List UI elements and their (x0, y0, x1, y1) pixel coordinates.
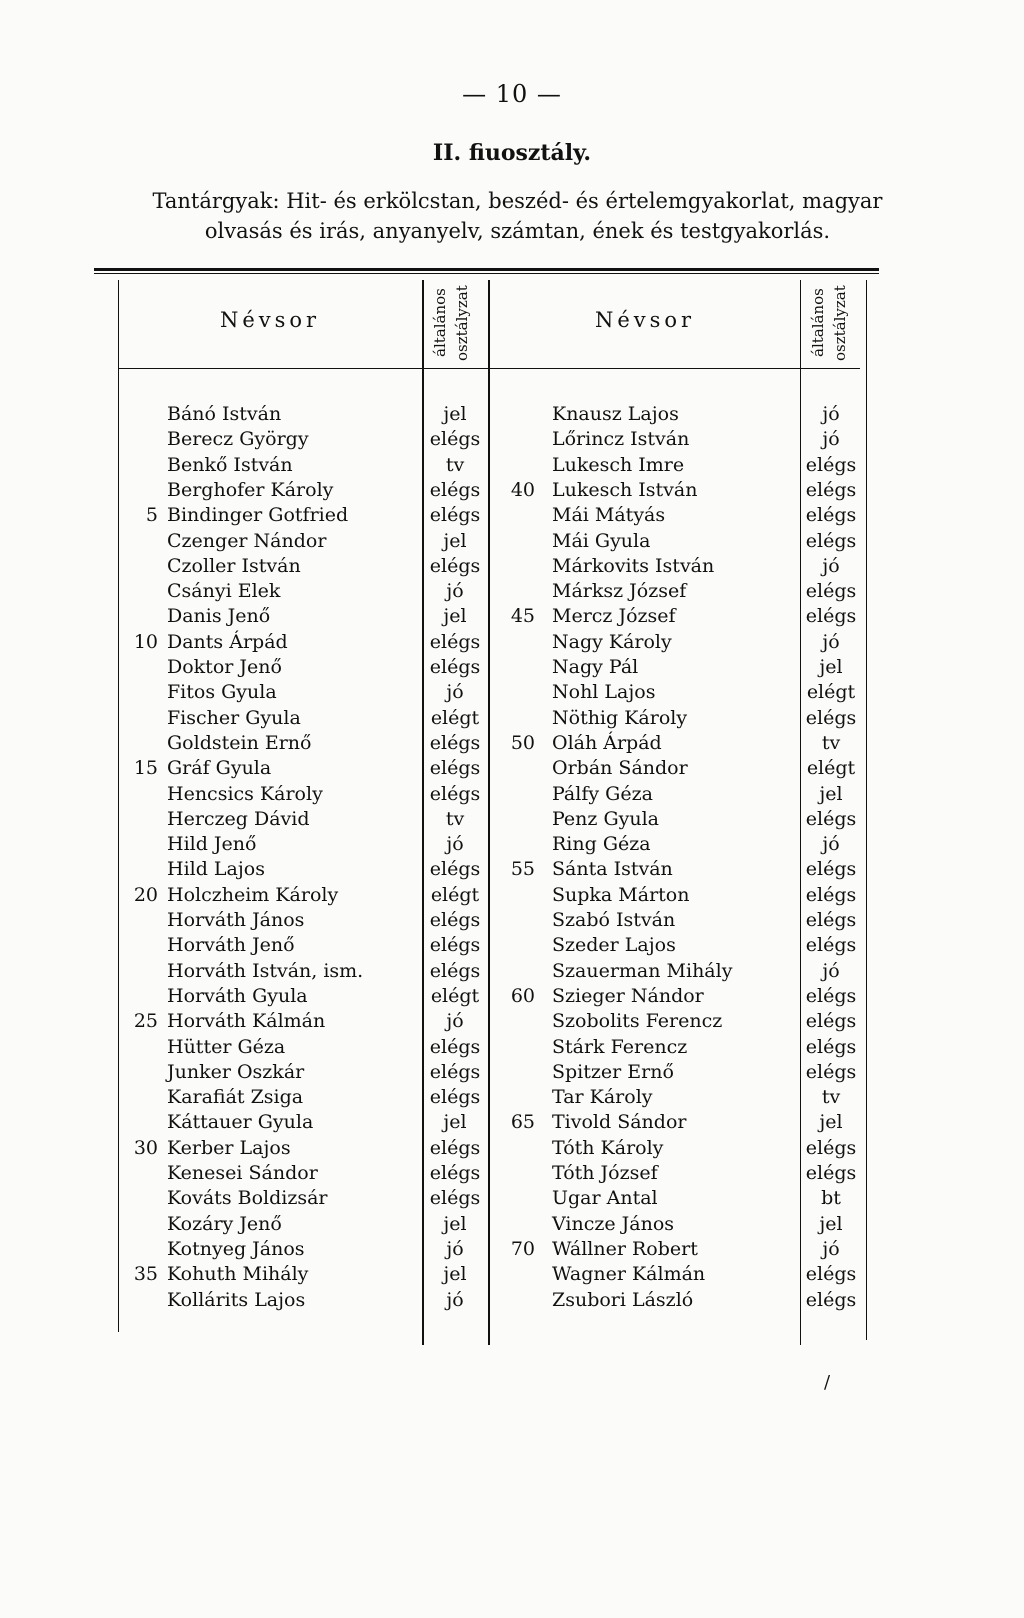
grade-right: jó (822, 1238, 840, 1260)
table-row (0, 1136, 1024, 1161)
student-name-right: Stárk Ferencz (552, 1036, 688, 1058)
table-row (0, 478, 1024, 503)
table-row (0, 706, 1024, 731)
student-name-right: Vincze János (552, 1213, 675, 1235)
grade-right: elégs (805, 1137, 857, 1159)
table-row (0, 857, 1024, 882)
table-row (0, 604, 1024, 629)
header-names-left: Névsor (219, 308, 321, 332)
student-name-right: Szeder Lajos (552, 934, 676, 956)
table-row (0, 883, 1024, 908)
header-bottom-rule-left (118, 368, 490, 369)
table-row (0, 933, 1024, 958)
row-number-right: 45 (510, 605, 535, 627)
student-name-right: Zsubori László (552, 1289, 694, 1311)
header-names-right: Névsor (594, 308, 696, 332)
row-number-right: 70 (510, 1238, 535, 1260)
student-name-left: Hild Lajos (167, 858, 265, 880)
student-name-right: Tóth Károly (552, 1137, 664, 1159)
student-name-right: Tóth József (552, 1162, 658, 1184)
table-row (0, 427, 1024, 452)
student-name-right: Oláh Árpád (552, 732, 662, 754)
student-name-left: Hütter Géza (167, 1036, 286, 1058)
grade-right: jel (819, 1213, 843, 1235)
student-name-right: Spitzer Ernő (552, 1061, 674, 1083)
student-name-right: Mái Mátyás (552, 504, 666, 526)
grade-right: elégs (805, 808, 857, 830)
student-name-right: Nöthig Károly (552, 707, 688, 729)
student-name-left: Fitos Gyula (167, 681, 277, 703)
grade-left: elégs (429, 479, 481, 501)
row-number-left: 35 (133, 1263, 158, 1285)
student-name-left: Benkő István (167, 454, 293, 476)
header-grade-right-2: osztályzat (831, 285, 849, 361)
grade-left: elégs (429, 934, 481, 956)
grade-right: elégs (805, 479, 857, 501)
student-name-left: Holczheim Károly (167, 884, 339, 906)
student-name-left: Kerber Lajos (167, 1137, 291, 1159)
grade-right: elégt (806, 681, 856, 703)
header-grade-left-1: általános (431, 288, 449, 358)
row-number-left: 25 (133, 1010, 158, 1032)
student-name-right: Nagy Károly (552, 631, 672, 653)
student-name-right: Sánta István (552, 858, 673, 880)
table-row (0, 1262, 1024, 1287)
row-number-left: 30 (133, 1137, 158, 1159)
grade-left: elégs (429, 504, 481, 526)
student-name-right: Wagner Kálmán (552, 1263, 706, 1285)
row-number-right: 60 (510, 985, 535, 1007)
grade-right: elégs (805, 1061, 857, 1083)
table-row (0, 529, 1024, 554)
student-name-left: Berghofer Károly (167, 479, 334, 501)
row-number-right: 55 (510, 858, 535, 880)
row-number-right: 65 (510, 1111, 535, 1133)
grade-left: jó (446, 1238, 464, 1260)
grade-left: elégs (429, 555, 481, 577)
grade-left: elégs (429, 428, 481, 450)
student-name-right: Szobolits Ferencz (552, 1010, 723, 1032)
student-name-right: Márksz József (552, 580, 687, 602)
table-row (0, 680, 1024, 705)
grade-left: elégs (429, 960, 481, 982)
grade-left: elégs (429, 1187, 481, 1209)
student-name-left: Hild Jenő (167, 833, 257, 855)
grade-left: tv (445, 454, 465, 476)
grade-right: jó (822, 403, 840, 425)
student-name-left: Berecz György (167, 428, 309, 450)
student-name-right: Ugar Antal (552, 1187, 658, 1209)
grade-left: jó (446, 681, 464, 703)
student-name-left: Karafiát Zsiga (167, 1086, 304, 1108)
table-row (0, 908, 1024, 933)
student-name-right: Ring Géza (552, 833, 651, 855)
grade-right: elégt (806, 757, 856, 779)
grade-left: jel (443, 605, 467, 627)
grade-left: elégs (429, 858, 481, 880)
student-name-left: Czenger Nándor (167, 530, 327, 552)
grade-left: elégs (429, 1086, 481, 1108)
table-row (0, 1009, 1024, 1034)
grade-right: elégs (805, 884, 857, 906)
student-name-right: Knausz Lajos (552, 403, 679, 425)
table-row (0, 959, 1024, 984)
student-name-left: Goldstein Ernő (167, 732, 312, 754)
student-name-left: Doktor Jenő (167, 656, 282, 678)
table-row (0, 1085, 1024, 1110)
grade-right: elégs (805, 530, 857, 552)
table-row (0, 630, 1024, 655)
grade-left: jó (446, 580, 464, 602)
grade-right: elégs (805, 858, 857, 880)
grade-left: jel (443, 1263, 467, 1285)
grade-left: jel (443, 1111, 467, 1133)
grade-left: elégt (430, 884, 480, 906)
student-name-right: Lukesch István (552, 479, 698, 501)
subjects-line-1: Tantárgyak: Hit- és erkölcstan, beszéd- és értelemgyakorlat, magyar (152, 189, 883, 213)
student-name-right: Szauerman Mihály (552, 960, 733, 982)
header-grade-left-2: osztályzat (453, 285, 471, 361)
grade-right: jó (822, 631, 840, 653)
grade-right: elégs (805, 985, 857, 1007)
student-name-left: Gráf Gyula (167, 757, 272, 779)
table-row (0, 1161, 1024, 1186)
grade-left: jó (446, 1289, 464, 1311)
student-name-right: Mái Gyula (552, 530, 651, 552)
student-name-left: Dants Árpád (167, 631, 288, 653)
table-top-rule-thin (94, 273, 879, 274)
grade-left: elégt (430, 707, 480, 729)
grade-right: elégs (805, 934, 857, 956)
student-name-left: Kohuth Mihály (167, 1263, 309, 1285)
student-name-left: Czoller István (167, 555, 301, 577)
row-number-left: 10 (133, 631, 158, 653)
grade-left: jel (443, 403, 467, 425)
section-title: II. fiuosztály. (432, 140, 592, 166)
student-name-right: Szieger Nándor (552, 985, 704, 1007)
student-name-right: Penz Gyula (552, 808, 660, 830)
table-row (0, 832, 1024, 857)
grade-left: jel (443, 1213, 467, 1235)
table-row (0, 731, 1024, 756)
grade-right: tv (821, 1086, 841, 1108)
student-name-left: Horváth Gyula (167, 985, 308, 1007)
grade-right: elégs (805, 707, 857, 729)
grade-left: jó (446, 1010, 464, 1032)
table-row (0, 1110, 1024, 1135)
grade-left: elégs (429, 1061, 481, 1083)
grade-left: elégs (429, 909, 481, 931)
table-row (0, 1035, 1024, 1060)
grade-right: jó (822, 428, 840, 450)
grade-left: elégs (429, 1137, 481, 1159)
grade-right: elégs (805, 1289, 857, 1311)
header-bottom-rule-right (490, 368, 860, 369)
table-row (0, 579, 1024, 604)
table-row (0, 453, 1024, 478)
student-name-right: Supka Márton (552, 884, 690, 906)
grade-left: elégs (429, 757, 481, 779)
row-number-left: 15 (133, 757, 158, 779)
grade-right: elégs (805, 1010, 857, 1032)
grade-right: elégs (805, 454, 857, 476)
grade-right: elégs (805, 504, 857, 526)
student-name-left: Horváth János (167, 909, 305, 931)
student-name-left: Junker Oszkár (167, 1061, 305, 1083)
student-name-left: Bánó István (167, 403, 282, 425)
student-name-right: Wállner Robert (552, 1238, 698, 1260)
grade-left: elégs (429, 631, 481, 653)
grade-right: jó (822, 555, 840, 577)
table-top-rule (94, 268, 879, 271)
student-name-left: Kollárits Lajos (167, 1289, 306, 1311)
row-number-right: 40 (510, 479, 535, 501)
table-row (0, 402, 1024, 427)
row-number-left: 20 (133, 884, 158, 906)
page-number: — 10 — (462, 80, 562, 108)
table-row (0, 1186, 1024, 1211)
row-number-left: 5 (145, 504, 158, 526)
student-name-right: Orbán Sándor (552, 757, 688, 779)
table-row (0, 782, 1024, 807)
grade-right: elégs (805, 1263, 857, 1285)
grade-right: elégs (805, 1162, 857, 1184)
grade-left: elégt (430, 985, 480, 1007)
grade-right: elégs (805, 1036, 857, 1058)
student-name-right: Márkovits István (552, 555, 715, 577)
student-name-left: Kozáry Jenő (167, 1213, 282, 1235)
student-name-left: Csányi Elek (167, 580, 281, 602)
grade-right: bt (821, 1187, 841, 1209)
grade-left: elégs (429, 732, 481, 754)
header-grade-right-1: általános (809, 288, 827, 358)
table-row (0, 1212, 1024, 1237)
table-row (0, 554, 1024, 579)
grade-left: jel (443, 530, 467, 552)
student-name-left: Horváth Kálmán (167, 1010, 326, 1032)
grade-right: jel (819, 656, 843, 678)
stray-mark: / (824, 1372, 831, 1393)
student-name-right: Mercz József (552, 605, 676, 627)
student-name-right: Lőrincz István (552, 428, 690, 450)
table-row (0, 503, 1024, 528)
student-name-left: Fischer Gyula (167, 707, 301, 729)
student-name-left: Káttauer Gyula (167, 1111, 314, 1133)
table-row (0, 1060, 1024, 1085)
grade-right: elégs (805, 605, 857, 627)
subjects-paragraph (90, 186, 945, 246)
student-name-left: Kenesei Sándor (167, 1162, 318, 1184)
student-name-right: Nagy Pál (552, 656, 639, 678)
grade-left: tv (445, 808, 465, 830)
student-name-right: Lukesch Imre (552, 454, 685, 476)
student-name-left: Kováts Boldizsár (167, 1187, 328, 1209)
grade-right: jel (819, 1111, 843, 1133)
grade-left: elégs (429, 1162, 481, 1184)
student-name-right: Tar Károly (552, 1086, 653, 1108)
student-name-left: Herczeg Dávid (167, 808, 310, 830)
student-name-left: Bindinger Gotfried (167, 504, 349, 526)
student-name-right: Szabó István (552, 909, 676, 931)
table-row (0, 655, 1024, 680)
grade-left: elégs (429, 783, 481, 805)
grade-right: jó (822, 833, 840, 855)
grade-left: jó (446, 833, 464, 855)
student-name-left: Horváth Jenő (167, 934, 295, 956)
grade-right: elégs (805, 580, 857, 602)
grade-left: elégs (429, 1036, 481, 1058)
row-number-right: 50 (510, 732, 535, 754)
grade-right: tv (821, 732, 841, 754)
table-row (0, 1288, 1024, 1313)
student-name-right: Tivold Sándor (552, 1111, 687, 1133)
table-row (0, 1237, 1024, 1262)
student-name-right: Nohl Lajos (552, 681, 656, 703)
student-name-left: Hencsics Károly (167, 783, 323, 805)
subjects-line-2: olvasás és irás, anyanyelv, számtan, ének és testgyakorlás. (204, 219, 831, 243)
table-row (0, 756, 1024, 781)
student-name-right: Pálfy Géza (552, 783, 653, 805)
grade-right: jel (819, 783, 843, 805)
student-name-left: Danis Jenő (167, 605, 271, 627)
grade-right: jó (822, 960, 840, 982)
table-row (0, 807, 1024, 832)
table-row (0, 984, 1024, 1009)
grade-left: elégs (429, 656, 481, 678)
student-name-left: Kotnyeg János (167, 1238, 305, 1260)
student-name-left: Horváth István, ism. (167, 960, 364, 982)
grade-right: elégs (805, 909, 857, 931)
